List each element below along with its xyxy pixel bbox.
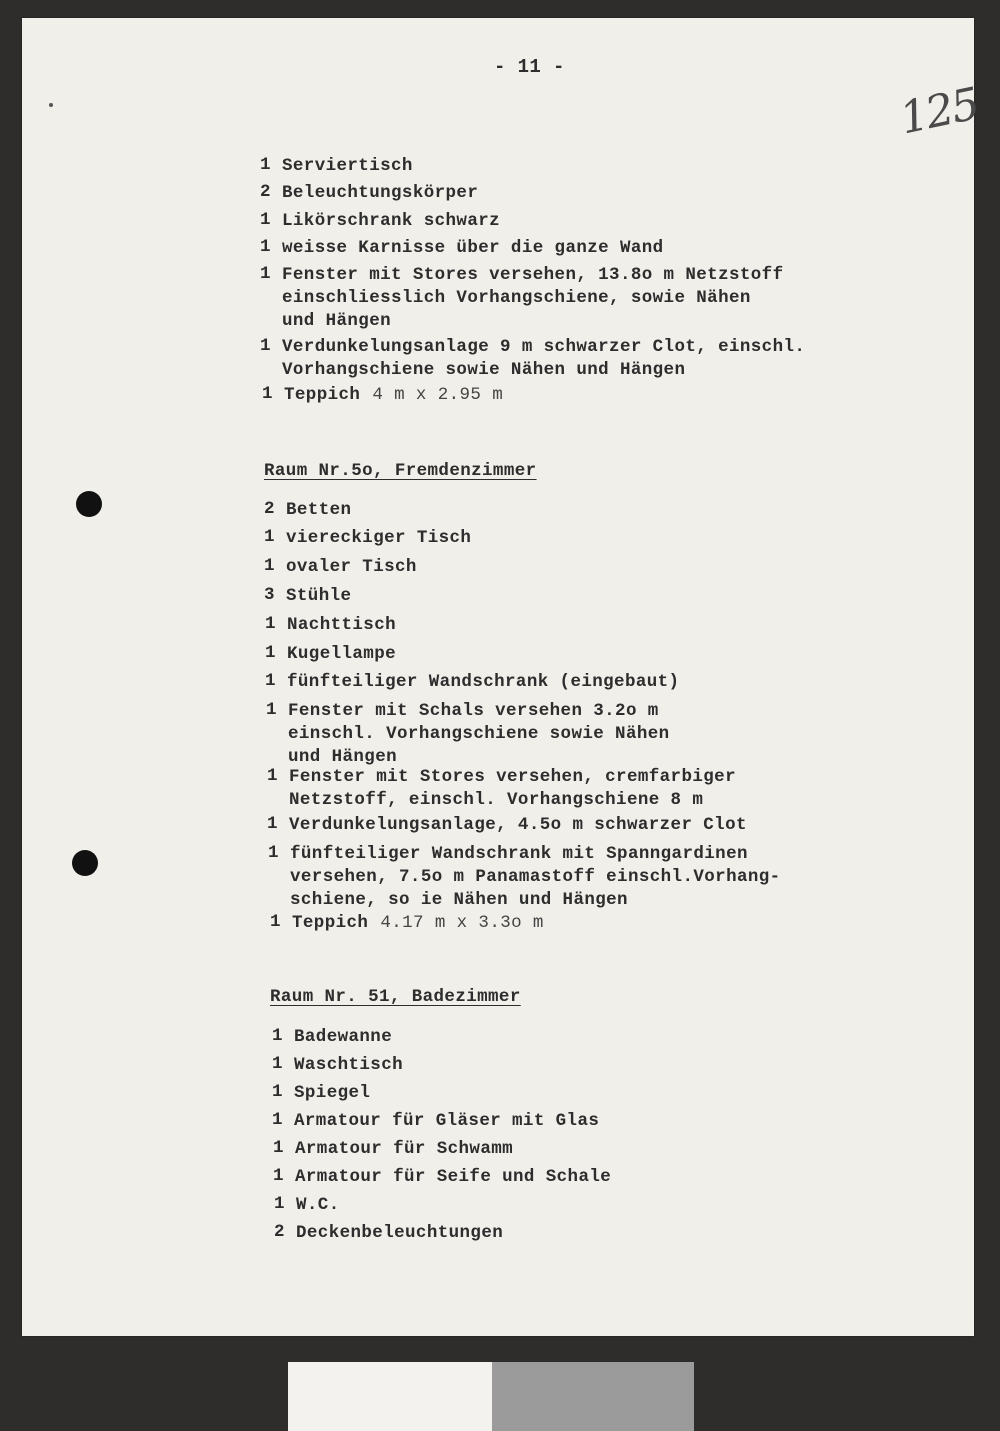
list-item bbox=[268, 843, 781, 912]
item-description: W.C. bbox=[296, 1195, 340, 1215]
item-description: Teppich bbox=[284, 385, 361, 405]
list-item bbox=[260, 182, 478, 205]
item-description: Fenster mit Stores versehen, 13.8o m Netzstoff einschliesslich Vorhangschiene, sowie Nähen und Hängen bbox=[282, 265, 784, 331]
list-item bbox=[262, 384, 503, 407]
item-description: Kugellampe bbox=[287, 644, 397, 664]
list-item bbox=[273, 1138, 513, 1161]
section-heading-room-50: Raum Nr.5o, Fremdenzimmer bbox=[264, 461, 537, 481]
list-item bbox=[264, 556, 417, 579]
list-item bbox=[274, 1194, 340, 1217]
item-quantity: 2 bbox=[274, 1222, 285, 1242]
item-quantity: 1 bbox=[272, 1026, 283, 1046]
item-quantity: 2 bbox=[260, 182, 271, 202]
item-description: Armatour für Schwamm bbox=[295, 1139, 514, 1159]
item-description: viereckiger Tisch bbox=[286, 528, 472, 548]
list-item bbox=[267, 766, 736, 812]
item-description: Waschtisch bbox=[294, 1055, 404, 1075]
item-quantity: 1 bbox=[260, 155, 271, 175]
item-quantity: 1 bbox=[266, 700, 277, 720]
item-description: ovaler Tisch bbox=[286, 557, 417, 577]
item-description: fünfteiliger Wandschrank (eingebaut) bbox=[287, 672, 680, 692]
list-item bbox=[265, 671, 679, 694]
item-dimensions: 4.17 m x 3.3o m bbox=[380, 913, 544, 933]
handwritten-folio-number: 125 bbox=[895, 78, 983, 145]
item-description: Likörschrank schwarz bbox=[282, 211, 501, 231]
punch-hole-lower bbox=[72, 850, 98, 876]
calibration-strip-white bbox=[288, 1362, 492, 1431]
item-description: Fenster mit Schals versehen 3.2o m einschl. Vorhangschiene sowie Nähen und Hängen bbox=[288, 701, 670, 767]
item-quantity: 1 bbox=[268, 843, 279, 863]
list-item bbox=[260, 210, 500, 233]
list-item bbox=[272, 1110, 599, 1133]
list-item bbox=[274, 1222, 503, 1245]
item-description: Spiegel bbox=[294, 1083, 371, 1103]
item-description: Verdunkelungsanlage 9 m schwarzer Clot, einschl. Vorhangschiene sowie Nähen und Hängen bbox=[282, 337, 806, 380]
item-description: Stühle bbox=[286, 586, 352, 606]
item-description: Armatour für Seife und Schale bbox=[295, 1167, 612, 1187]
list-item bbox=[260, 336, 805, 382]
item-quantity: 3 bbox=[264, 585, 275, 605]
item-description: Fenster mit Stores versehen, cremfarbiger Netzstoff, einschl. Vorhangschiene 8 m bbox=[289, 767, 736, 810]
item-description: weisse Karnisse über die ganze Wand bbox=[282, 238, 664, 258]
item-quantity: 1 bbox=[265, 643, 276, 663]
item-quantity: 1 bbox=[272, 1110, 283, 1130]
calibration-strip-gray bbox=[492, 1362, 694, 1431]
list-item bbox=[266, 700, 670, 769]
item-quantity: 1 bbox=[272, 1082, 283, 1102]
item-quantity: 1 bbox=[273, 1166, 284, 1186]
item-quantity: 1 bbox=[264, 556, 275, 576]
item-dimensions: 4 m x 2.95 m bbox=[372, 385, 504, 405]
list-item bbox=[265, 643, 396, 666]
list-item bbox=[270, 912, 544, 935]
list-item bbox=[272, 1026, 392, 1049]
item-quantity: 1 bbox=[265, 671, 276, 691]
item-description: Deckenbeleuchtungen bbox=[296, 1223, 504, 1243]
item-quantity: 1 bbox=[262, 384, 273, 404]
list-item bbox=[260, 237, 664, 260]
item-quantity: 1 bbox=[273, 1138, 284, 1158]
item-quantity: 1 bbox=[260, 210, 271, 230]
item-description: Betten bbox=[286, 500, 352, 520]
item-description: Armatour für Gläser mit Glas bbox=[294, 1111, 600, 1131]
item-description: Nachttisch bbox=[287, 615, 397, 635]
item-quantity: 1 bbox=[265, 614, 276, 634]
list-item bbox=[264, 585, 351, 608]
item-quantity: 1 bbox=[270, 912, 281, 932]
list-item bbox=[265, 614, 396, 637]
item-quantity: 1 bbox=[260, 237, 271, 257]
page-number: - 11 - bbox=[494, 56, 565, 78]
item-description: Beleuchtungskörper bbox=[282, 183, 479, 203]
list-item bbox=[272, 1082, 370, 1105]
item-quantity: 2 bbox=[264, 499, 275, 519]
punch-hole-upper bbox=[76, 491, 102, 517]
speck-mark bbox=[49, 103, 53, 107]
section-heading-room-51: Raum Nr. 51, Badezimmer bbox=[270, 987, 521, 1007]
item-description: fünfteiliger Wandschrank mit Spanngardinen versehen, 7.5o m Panamastoff einschl.Vorhang- schiene, so ie Nähen und Hängen bbox=[290, 844, 781, 910]
list-item bbox=[264, 499, 351, 522]
item-description: Serviertisch bbox=[282, 156, 413, 176]
list-item bbox=[260, 264, 783, 333]
list-item bbox=[264, 527, 471, 550]
item-quantity: 1 bbox=[267, 814, 278, 834]
item-description: Verdunkelungsanlage, 4.5o m schwarzer Clot bbox=[289, 815, 747, 835]
item-quantity: 1 bbox=[274, 1194, 285, 1214]
item-quantity: 1 bbox=[260, 336, 271, 356]
item-quantity: 1 bbox=[272, 1054, 283, 1074]
list-item bbox=[272, 1054, 403, 1077]
list-item bbox=[267, 814, 747, 837]
item-quantity: 1 bbox=[260, 264, 271, 284]
list-item bbox=[273, 1166, 611, 1189]
item-description: Badewanne bbox=[294, 1027, 393, 1047]
item-description: Teppich bbox=[292, 913, 369, 933]
list-item bbox=[260, 155, 413, 178]
item-quantity: 1 bbox=[264, 527, 275, 547]
item-quantity: 1 bbox=[267, 766, 278, 786]
